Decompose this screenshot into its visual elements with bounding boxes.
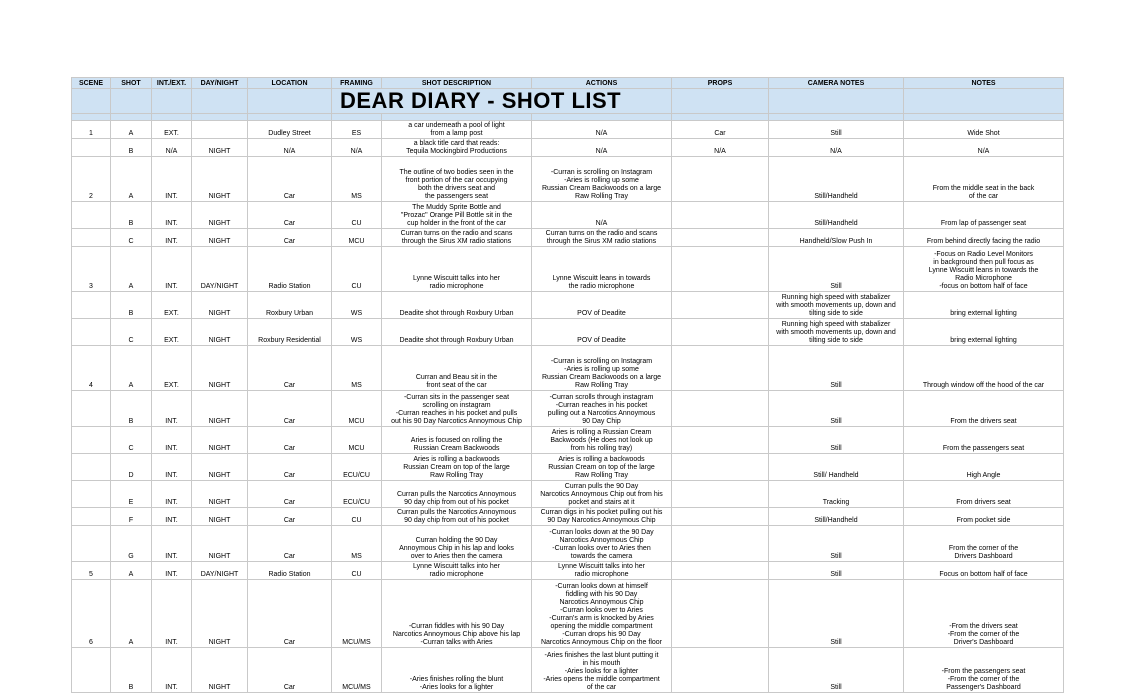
table-cell[interactable]: MCU [332, 229, 382, 247]
table-cell[interactable] [672, 346, 769, 391]
table-cell[interactable]: Aries is focused on rolling the Russian Cream Backwoods [382, 427, 532, 454]
table-cell[interactable]: 3 [72, 247, 111, 292]
table-cell[interactable]: Still [769, 562, 904, 580]
table-cell[interactable]: Car [248, 202, 332, 229]
table-cell[interactable]: Lynne Wiscuitt leans in towards the radio microphone [532, 247, 672, 292]
table-cell[interactable] [72, 292, 111, 319]
table-cell[interactable] [672, 562, 769, 580]
table-cell[interactable]: INT. [152, 202, 192, 229]
table-cell[interactable]: INT. [152, 427, 192, 454]
table-cell[interactable]: Still [769, 526, 904, 562]
table-cell[interactable]: MS [332, 346, 382, 391]
table-cell[interactable]: 4 [72, 346, 111, 391]
column-header[interactable]: PROPS [672, 78, 769, 89]
table-cell[interactable]: N/A [769, 139, 904, 157]
table-cell[interactable]: -Curran sits in the passenger seat scrolling on instagram -Curran reaches in his pocket and pulls out his 90 Day Narcotics Annoymous Chip [382, 391, 532, 427]
table-cell[interactable]: MS [332, 157, 382, 202]
table-cell[interactable]: NIGHT [192, 292, 248, 319]
table-cell[interactable]: N/A [248, 139, 332, 157]
table-cell[interactable]: -From the passengers seat -From the corner of the Passenger's Dashboard [904, 648, 1064, 693]
table-cell[interactable]: Still/Handheld [769, 157, 904, 202]
table-cell[interactable]: Car [672, 121, 769, 139]
title-row [72, 89, 1064, 114]
table-cell[interactable] [192, 121, 248, 139]
table-cell[interactable]: Roxbury Residential [248, 319, 332, 346]
table-cell[interactable] [672, 508, 769, 526]
table-row [72, 481, 1064, 508]
table-cell[interactable]: C [111, 229, 152, 247]
table-cell[interactable]: G [111, 526, 152, 562]
column-header[interactable]: ACTIONS [532, 78, 672, 89]
table-cell[interactable]: CU [332, 508, 382, 526]
table-cell[interactable]: Car [248, 526, 332, 562]
column-header[interactable]: SHOT DESCRIPTION [382, 78, 532, 89]
table-cell[interactable]: NIGHT [192, 229, 248, 247]
table-cell[interactable]: From the passengers seat [904, 427, 1064, 454]
table-cell[interactable]: Focus on bottom half of face [904, 562, 1064, 580]
table-cell[interactable]: bring external lighting [904, 319, 1064, 346]
table-cell[interactable]: NIGHT [192, 454, 248, 481]
table-cell[interactable] [672, 319, 769, 346]
table-cell[interactable]: Car [248, 481, 332, 508]
table-cell[interactable]: Curran pulls the Narcotics Annoymous 90 day chip from out of his pocket [382, 481, 532, 508]
table-row [72, 139, 1064, 157]
table-cell[interactable]: INT. [152, 562, 192, 580]
table-cell[interactable]: INT. [152, 526, 192, 562]
table-cell[interactable] [672, 481, 769, 508]
table-cell[interactable]: Still [769, 580, 904, 648]
table-cell[interactable]: Curran holding the 90 Day Annoymous Chip in his lap and looks over to Aries then the camera [382, 526, 532, 562]
table-cell[interactable]: F [111, 508, 152, 526]
table-cell[interactable]: POV of Deadite [532, 319, 672, 346]
table-cell[interactable]: B [111, 292, 152, 319]
table-cell[interactable]: -Curran fiddles with his 90 Day Narcotics Annoymous Chip above his lap -Curran talks with Aries [382, 580, 532, 648]
header-row [72, 78, 1064, 89]
table-cell[interactable]: Car [248, 346, 332, 391]
table-cell[interactable]: Radio Station [248, 247, 332, 292]
table-row [72, 229, 1064, 247]
table-cell[interactable]: INT. [152, 454, 192, 481]
table-cell[interactable]: N/A [532, 139, 672, 157]
table-cell[interactable]: NIGHT [192, 157, 248, 202]
table-cell[interactable]: -Aries finishes rolling the blunt -Aries looks for a lighter [382, 648, 532, 693]
table-cell[interactable]: -Curran looks down at himself fiddling with his 90 Day Narcotics Annoymous Chip -Curran looks over to Aries -Curran's arm is knocked by Aries opening the middle compartment -Curran drops his 90 Day Narcotics Annoymous Chip on the floor [532, 580, 672, 648]
table-cell[interactable]: A [111, 580, 152, 648]
table-cell[interactable] [72, 229, 111, 247]
column-header[interactable]: NOTES [904, 78, 1064, 89]
table-cell[interactable] [672, 157, 769, 202]
table-cell[interactable]: Tracking [769, 481, 904, 508]
table-cell[interactable]: INT. [152, 648, 192, 693]
table-cell[interactable]: Wide Shot [904, 121, 1064, 139]
table-cell[interactable]: MS [332, 526, 382, 562]
table-cell[interactable]: Aries is rolling a backwoods Russian Cream on top of the large Raw Rolling Tray [532, 454, 672, 481]
table-cell[interactable]: Lynne Wiscuitt talks into her radio microphone [532, 562, 672, 580]
table-row [72, 526, 1064, 562]
table-cell[interactable]: a black title card that reads: Tequila Mockingbird Productions [382, 139, 532, 157]
table-cell[interactable]: Aries is rolling a Russian Cream Backwoods (He does not look up from his rolling tray) [532, 427, 672, 454]
table-cell[interactable]: a car underneath a pool of light from a lamp post [382, 121, 532, 139]
table-cell[interactable]: Still [769, 391, 904, 427]
table-row [72, 508, 1064, 526]
table-cell[interactable]: CU [332, 202, 382, 229]
table-cell[interactable]: EXT. [152, 319, 192, 346]
table-row [72, 202, 1064, 229]
table-cell[interactable]: Curran and Beau sit in the front seat of the car [382, 346, 532, 391]
table-cell[interactable]: Radio Station [248, 562, 332, 580]
table-cell[interactable]: WS [332, 319, 382, 346]
table-cell[interactable]: ES [332, 121, 382, 139]
table-cell[interactable]: 5 [72, 562, 111, 580]
table-cell[interactable]: Curran turns on the radio and scans through the Sirus XM radio stations [382, 229, 532, 247]
table-cell[interactable]: The outline of two bodies seen in the front portion of the car occupying both the drivers seat and the passengers seat [382, 157, 532, 202]
table-cell[interactable]: Running high speed with stabalizer with smooth movements up, down and tilting side to side [769, 292, 904, 319]
table-cell[interactable]: NIGHT [192, 580, 248, 648]
table-cell[interactable]: ECU/CU [332, 481, 382, 508]
table-cell[interactable]: NIGHT [192, 139, 248, 157]
table-row [72, 391, 1064, 427]
table-cell[interactable]: A [111, 157, 152, 202]
table-cell[interactable]: N/A [152, 139, 192, 157]
table-cell[interactable]: Car [248, 454, 332, 481]
table-cell[interactable]: EXT. [152, 292, 192, 319]
table-cell[interactable] [672, 391, 769, 427]
table-cell[interactable] [672, 648, 769, 693]
table-cell[interactable]: -Curran is scrolling on Instagram -Aries is rolling up some Russian Cream Backwoods on a large Raw Rolling Tray [532, 157, 672, 202]
table-cell[interactable]: Car [248, 427, 332, 454]
table-cell[interactable]: From the drivers seat [904, 391, 1064, 427]
table-cell[interactable]: EXT. [152, 121, 192, 139]
column-header[interactable]: SCENE [72, 78, 111, 89]
table-cell[interactable]: From drivers seat [904, 481, 1064, 508]
table-cell[interactable] [672, 229, 769, 247]
table-cell[interactable]: Still [769, 247, 904, 292]
table-cell[interactable] [672, 292, 769, 319]
table-cell[interactable]: NIGHT [192, 648, 248, 693]
column-header[interactable]: SHOT [111, 78, 152, 89]
table-cell[interactable]: From behind directly facing the radio [904, 229, 1064, 247]
table-cell[interactable]: INT. [152, 391, 192, 427]
table-cell[interactable]: 2 [72, 157, 111, 202]
table-cell[interactable]: Still/ Handheld [769, 454, 904, 481]
table-cell[interactable] [72, 526, 111, 562]
table-cell[interactable]: Car [248, 229, 332, 247]
table-cell[interactable]: From lap of passenger seat [904, 202, 1064, 229]
table-cell[interactable]: A [111, 121, 152, 139]
table-cell[interactable]: DAY/NIGHT [192, 562, 248, 580]
table-cell[interactable]: NIGHT [192, 319, 248, 346]
table-cell[interactable]: C [111, 427, 152, 454]
table-cell[interactable]: Car [248, 391, 332, 427]
table-cell[interactable]: Still [769, 427, 904, 454]
column-header[interactable]: LOCATION [248, 78, 332, 89]
table-cell[interactable] [72, 139, 111, 157]
table-cell[interactable]: Still [769, 121, 904, 139]
table-cell[interactable]: B [111, 139, 152, 157]
table-cell[interactable]: WS [332, 292, 382, 319]
table-cell[interactable] [72, 427, 111, 454]
table-cell[interactable]: N/A [532, 121, 672, 139]
table-cell[interactable]: NIGHT [192, 202, 248, 229]
table-cell[interactable] [72, 319, 111, 346]
table-row [72, 319, 1064, 346]
table-row [72, 454, 1064, 481]
table-cell[interactable] [72, 202, 111, 229]
table-cell[interactable]: -Focus on Radio Level Monitors in background then pull focus as Lynne Wiscuitt leans in towards the Radio Microphone -focus on bottom half of face [904, 247, 1064, 292]
table-cell[interactable]: NIGHT [192, 481, 248, 508]
table-cell[interactable]: EXT. [152, 346, 192, 391]
table-cell[interactable]: Aries is rolling a backwoods Russian Cream on top of the large Raw Rolling Tray [382, 454, 532, 481]
table-cell[interactable]: Car [248, 508, 332, 526]
table-row [72, 562, 1064, 580]
table-cell[interactable]: -Curran is scrolling on Instagram -Aries is rolling up some Russian Cream Backwoods on a large Raw Rolling Tray [532, 346, 672, 391]
column-header[interactable]: CAMERA NOTES [769, 78, 904, 89]
table-cell[interactable]: B [111, 391, 152, 427]
table-cell[interactable]: NIGHT [192, 391, 248, 427]
column-header[interactable]: INT./EXT. [152, 78, 192, 89]
table-cell[interactable]: Running high speed with stabalizer with smooth movements up, down and tilting side to side [769, 319, 904, 346]
table-cell[interactable]: -Curran scrolls through instagram -Curran reaches in his pocket pulling out a Narcotics Annoymous 90 Day Chip [532, 391, 672, 427]
table-row [72, 121, 1064, 139]
table-cell[interactable]: 1 [72, 121, 111, 139]
table-cell[interactable]: Lynne Wiscuitt talks into her radio microphone [382, 562, 532, 580]
table-row [72, 247, 1064, 292]
table-row [72, 427, 1064, 454]
table-cell[interactable]: The Muddy Sprite Bottle and "Prozac" Orange Pill Bottle sit in the cup holder in the front of the car [382, 202, 532, 229]
table-cell[interactable]: INT. [152, 580, 192, 648]
table-row [72, 346, 1064, 391]
table-cell[interactable]: Car [248, 648, 332, 693]
table-cell[interactable] [72, 454, 111, 481]
table-cell[interactable]: CU [332, 247, 382, 292]
table-cell[interactable]: N/A [532, 202, 672, 229]
table-cell[interactable]: ECU/CU [332, 454, 382, 481]
table-cell[interactable]: NIGHT [192, 508, 248, 526]
table-cell[interactable]: -Aries finishes the last blunt putting it in his mouth -Aries looks for a lighter -Aries opens the middle compartment of the car [532, 648, 672, 693]
table-cell[interactable]: Curran pulls the Narcotics Annoymous 90 day chip from out of his pocket [382, 508, 532, 526]
table-cell[interactable]: Car [248, 580, 332, 648]
table-cell[interactable] [672, 526, 769, 562]
table-cell[interactable]: MCU/MS [332, 648, 382, 693]
table-cell[interactable] [672, 202, 769, 229]
column-header[interactable]: FRAMING [332, 78, 382, 89]
table-cell[interactable]: B [111, 648, 152, 693]
table-cell[interactable]: INT. [152, 229, 192, 247]
column-header[interactable]: DAY/NIGHT [192, 78, 248, 89]
table-cell[interactable]: Deadite shot through Roxbury Urban [382, 319, 532, 346]
table-cell[interactable]: INT. [152, 157, 192, 202]
table-cell[interactable]: Still/Handheld [769, 508, 904, 526]
table-cell[interactable] [72, 508, 111, 526]
table-row [72, 580, 1064, 648]
table-cell[interactable] [672, 427, 769, 454]
table-cell[interactable]: High Angle [904, 454, 1064, 481]
table-cell[interactable]: Curran pulls the 90 Day Narcotics Annoymous Chip out from his pocket and stairs at it [532, 481, 672, 508]
table-cell[interactable]: A [111, 247, 152, 292]
table-cell[interactable] [672, 580, 769, 648]
table-row [72, 157, 1064, 202]
table-cell[interactable]: INT. [152, 481, 192, 508]
table-cell[interactable]: Curran turns on the radio and scans through the Sirus XM radio stations [532, 229, 672, 247]
table-cell[interactable]: -From the drivers seat -From the corner of the Driver's Dashboard [904, 580, 1064, 648]
table-cell[interactable]: Deadite shot through Roxbury Urban [382, 292, 532, 319]
table-cell[interactable]: MCU/MS [332, 580, 382, 648]
table-cell[interactable]: Still [769, 648, 904, 693]
table-cell[interactable]: From the middle seat in the back of the car [904, 157, 1064, 202]
table-cell[interactable]: -Curran looks down at the 90 Day Narcotics Annoymous Chip -Curran looks over to Aries then towards the camera [532, 526, 672, 562]
table-cell[interactable]: Through window off the hood of the car [904, 346, 1064, 391]
table-cell[interactable]: MCU [332, 427, 382, 454]
sheet-title[interactable]: DEAR DIARY - SHOT LIST [332, 89, 672, 114]
table-cell[interactable]: From pocket side [904, 508, 1064, 526]
table-cell[interactable]: Handheld/Slow Push In [769, 229, 904, 247]
table-cell[interactable]: DAY/NIGHT [192, 247, 248, 292]
table-cell[interactable]: 6 [72, 580, 111, 648]
table-cell[interactable]: Car [248, 157, 332, 202]
table-cell[interactable]: Dudley Street [248, 121, 332, 139]
spacer-row [72, 114, 1064, 121]
table-cell[interactable]: CU [332, 562, 382, 580]
table-cell[interactable]: INT. [152, 247, 192, 292]
table-cell[interactable]: D [111, 454, 152, 481]
table-cell[interactable]: N/A [332, 139, 382, 157]
table-row [72, 292, 1064, 319]
table-cell[interactable]: Curran digs in his pocket pulling out his 90 Day Narcotics Annoymous Chip [532, 508, 672, 526]
table-cell[interactable] [72, 391, 111, 427]
table-cell[interactable]: Still/Handheld [769, 202, 904, 229]
table-cell[interactable]: C [111, 319, 152, 346]
table-cell[interactable] [672, 454, 769, 481]
table-cell[interactable]: NIGHT [192, 346, 248, 391]
table-cell[interactable]: Lynne Wiscuitt talks into her radio microphone [382, 247, 532, 292]
table-cell[interactable]: B [111, 202, 152, 229]
table-cell[interactable]: Roxbury Urban [248, 292, 332, 319]
table-cell[interactable]: A [111, 562, 152, 580]
table-cell[interactable]: N/A [672, 139, 769, 157]
table-cell[interactable]: E [111, 481, 152, 508]
table-cell[interactable]: A [111, 346, 152, 391]
table-row [72, 648, 1064, 693]
table-cell[interactable]: NIGHT [192, 427, 248, 454]
table-cell[interactable] [72, 648, 111, 693]
table-cell[interactable]: N/A [904, 139, 1064, 157]
table-cell[interactable]: NIGHT [192, 526, 248, 562]
table-cell[interactable]: INT. [152, 508, 192, 526]
table-cell[interactable]: MCU [332, 391, 382, 427]
table-cell[interactable]: From the corner of the Drivers Dashboard [904, 526, 1064, 562]
table-cell[interactable]: Still [769, 346, 904, 391]
table-cell[interactable]: bring external lighting [904, 292, 1064, 319]
shot-list-sheet [71, 77, 1064, 693]
table-cell[interactable]: POV of Deadite [532, 292, 672, 319]
table-cell[interactable] [672, 247, 769, 292]
table-cell[interactable] [72, 481, 111, 508]
